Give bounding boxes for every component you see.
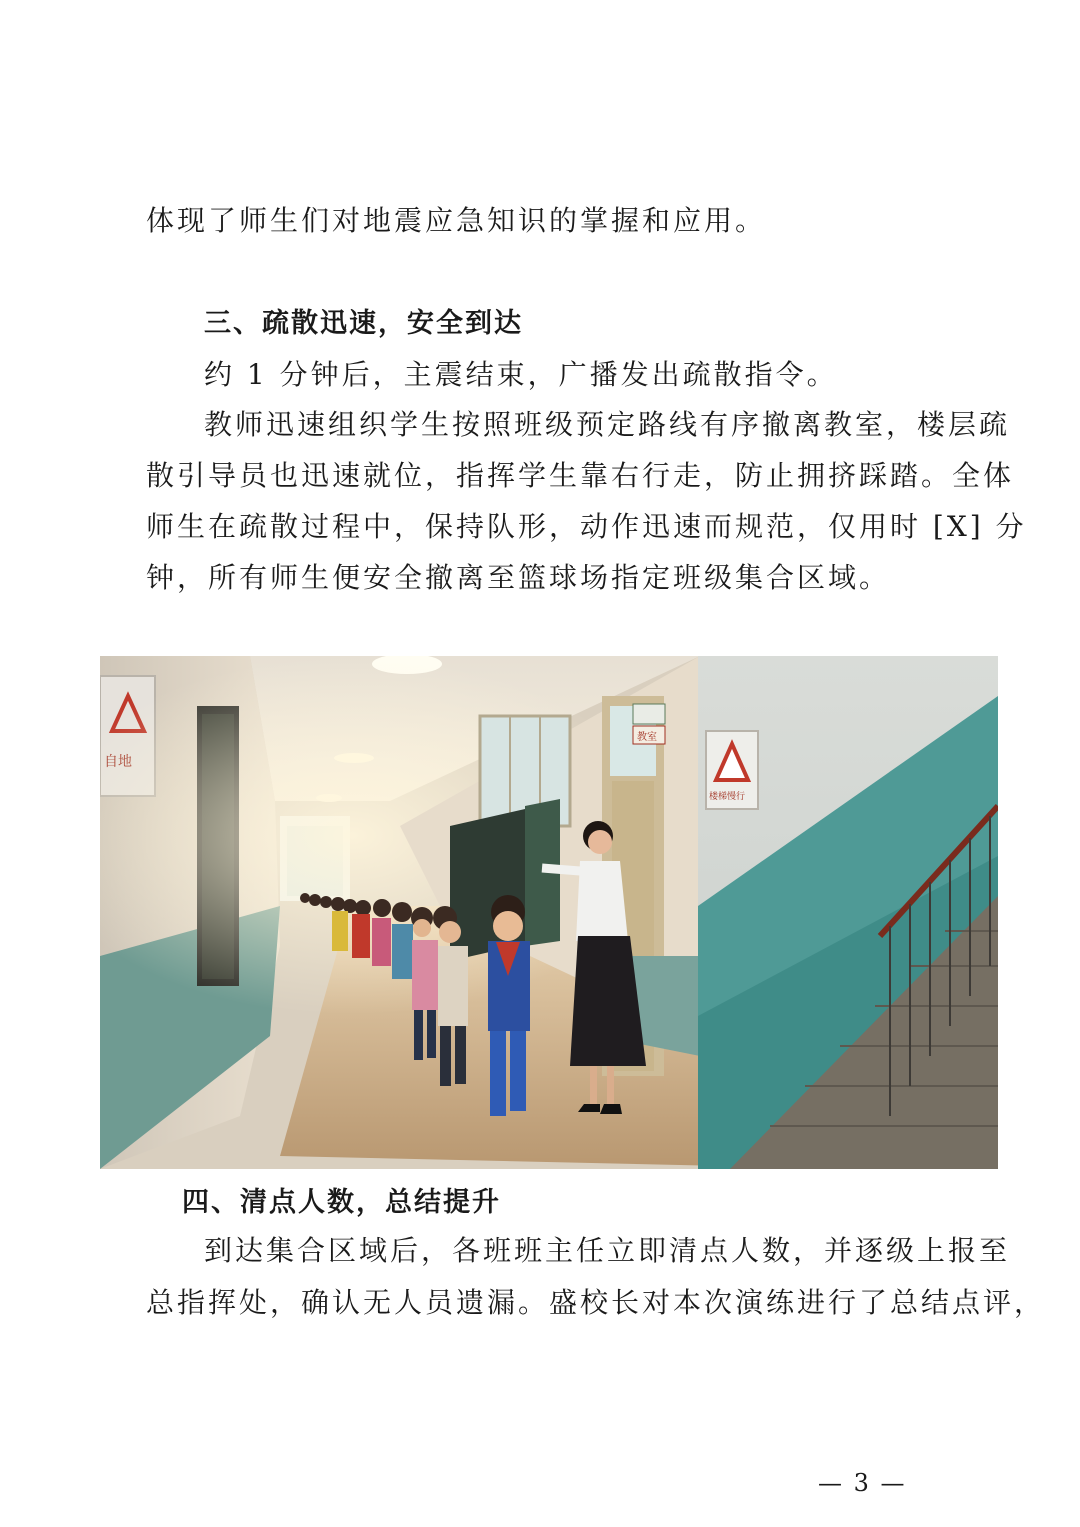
sign-door-text: 教室 [637,732,657,743]
paragraph-line: 总指挥处，确认无人员遗漏。盛校长对本次演练进行了总结点评， [146,1286,1046,1319]
sign-right-text: 楼梯慢行 [709,792,746,802]
paragraph-line: 散引导员也迅速就位，指挥学生靠右行走，防止拥挤踩踏。全体 [146,459,1015,492]
paragraph-line: 师生在疏散过程中，保持队形，动作迅速而规范，仅用时 [X] 分 [146,510,1027,543]
corridor-illustration [100,656,998,1169]
paragraph-line: 到达集合区域后，各班班主任立即清点人数，并逐级上报至 [204,1234,1011,1267]
paragraph-line: 钟，所有师生便安全撤离至篮球场指定班级集合区域。 [146,561,891,594]
paragraph-line: 教师迅速组织学生按照班级预定路线有序撤离教室，楼层疏 [204,408,1011,441]
evacuation-photo [100,656,998,1169]
paragraph-line: 约 1 分钟后，主震结束，广播发出疏散指令。 [204,358,838,391]
section-heading-3: 三、疏散迅速，安全到达 [204,308,523,339]
paragraph-line: 体现了师生们对地震应急知识的掌握和应用。 [146,204,767,237]
section-heading-4: 四、清点人数，总结提升 [182,1187,501,1218]
page-number: — 3 — [818,1469,907,1497]
